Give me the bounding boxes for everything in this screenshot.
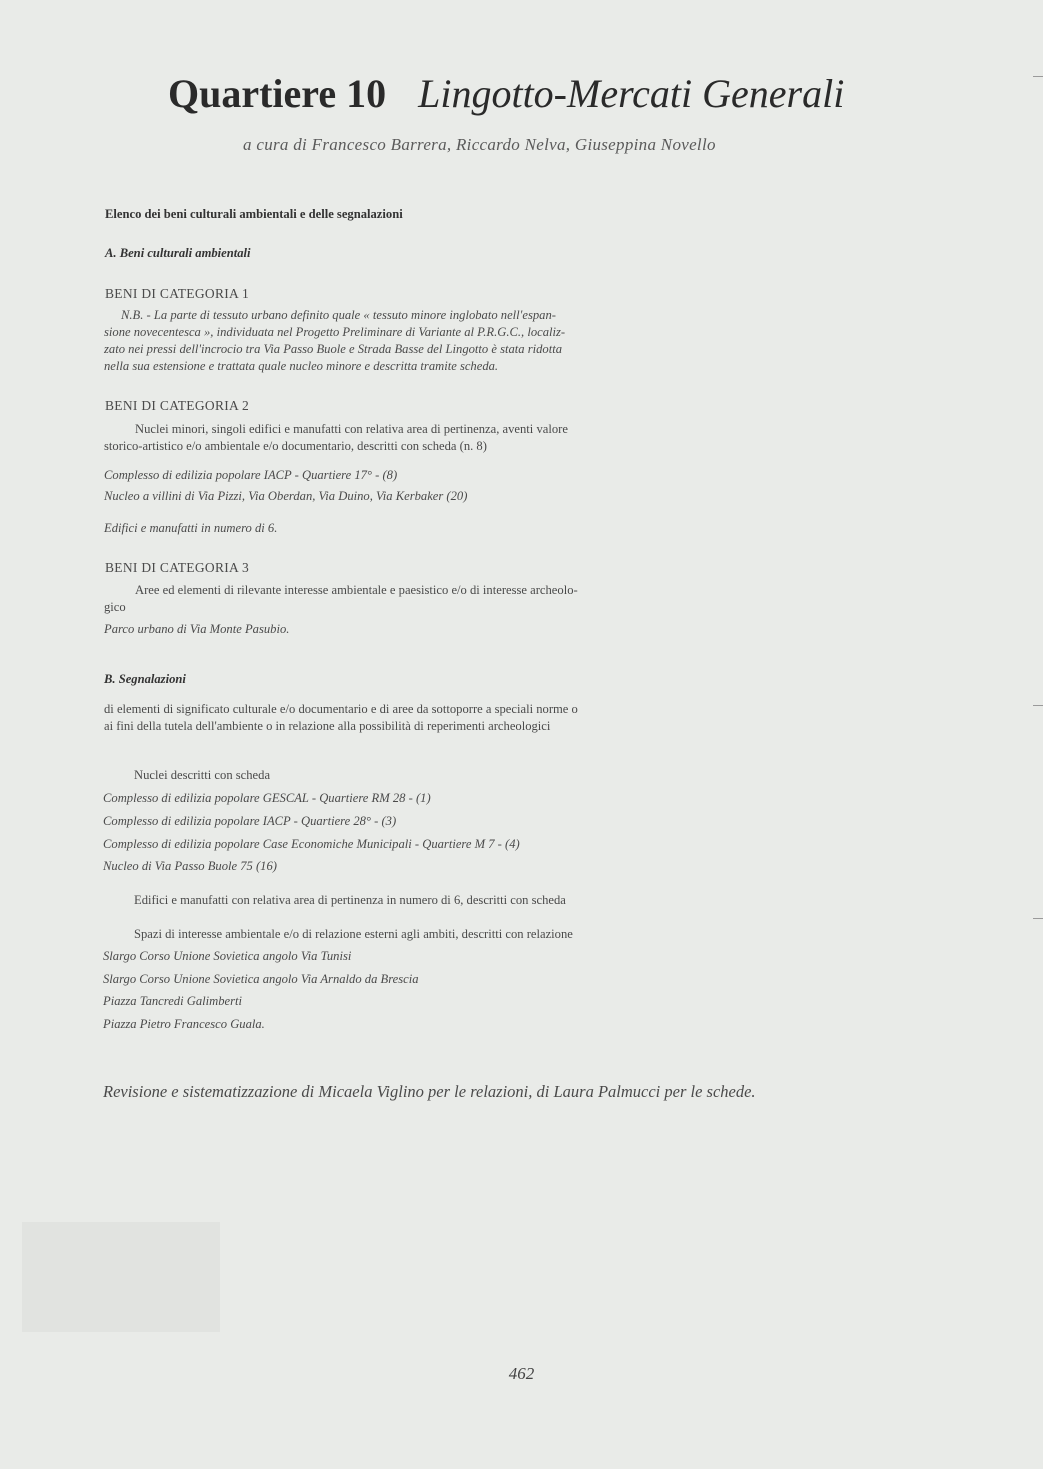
cat3-desc-line: gico [104,600,126,614]
spazio-item: Piazza Tancredi Galimberti [103,994,243,1008]
nuclei-heading: Nuclei descritti con scheda [134,768,271,782]
cat3-item: Parco urbano di Via Monte Pasubio. [104,622,290,636]
category-1-heading: BENI DI CATEGORIA 1 [105,286,250,301]
edge-mark [1033,918,1043,919]
cat1-note-line: zato nei pressi dell'incrocio tra Via Passo Buole e Strada Basse del Lingotto è stata ridotta [104,342,563,356]
nucleo-item: Complesso di edilizia popolare IACP - Quartiere 28° - (3) [103,814,397,828]
authors-line: a cura di Francesco Barrera, Riccardo Nelva, Giuseppina Novello [243,135,716,154]
page-title [168,70,928,117]
cat2-item: Nucleo a villini di Via Pizzi, Via Oberdan, Via Duino, Via Kerbaker (20) [104,489,468,503]
edge-mark [1033,705,1043,706]
section-b-heading: B. Segnalazioni [104,672,186,686]
section-a-heading: A. Beni culturali ambientali [105,246,251,260]
spazio-item: Slargo Corso Unione Sovietica angolo Via Tunisi [103,949,352,963]
quarter-number: Quartiere 10 [168,71,387,116]
cat3-desc-line: Aree ed elementi di rilevante interesse ambientale e paesistico e/o di interesse archeolo- [135,583,578,597]
nucleo-item: Complesso di edilizia popolare Case Economiche Municipali - Quartiere M 7 - (4) [103,837,520,851]
quarter-name: Lingotto-Mercati Generali [418,71,845,116]
page-number: 462 [508,1364,535,1383]
cat1-note-line: N.B. - La parte di tessuto urbano definito quale « tessuto minore inglobato nell'espan- [121,308,556,322]
cat1-note-line: sione novecentesca », individuata nel Progetto Preliminare di Variante al P.R.G.C., localiz- [104,325,566,339]
spazi-heading: Spazi di interesse ambientale e/o di relazione esterni agli ambiti, descritti con relazione [134,927,573,941]
edge-mark [1033,76,1043,77]
section-b-desc-line: di elementi di significato culturale e/o documentario e di aree da sottoporre a speciali norme o [104,702,578,716]
category-2-heading: BENI DI CATEGORIA 2 [105,398,250,413]
spazio-item: Slargo Corso Unione Sovietica angolo Via Arnaldo da Brescia [103,972,419,986]
list-heading: Elenco dei beni culturali ambientali e delle segnalazioni [105,207,403,221]
nucleo-item: Nucleo di Via Passo Buole 75 (16) [103,859,277,873]
cat2-desc-line: storico-artistico e/o ambientale e/o documentario, descritti con scheda (n. 8) [104,439,487,453]
cat2-desc-line: Nuclei minori, singoli edifici e manufatti con relativa area di pertinenza, aventi valore [135,422,568,436]
scan-shadow [22,1222,220,1332]
nucleo-item: Complesso di edilizia popolare GESCAL - Quartiere RM 28 - (1) [103,791,431,805]
section-b-desc-line: ai fini della tutela dell'ambiente o in relazione alla possibilità di reperimenti archeologici [104,719,551,733]
cat2-item: Complesso di edilizia popolare IACP - Quartiere 17° - (8) [104,468,398,482]
edifici-line: Edifici e manufatti con relativa area di pertinenza in numero di 6, descritti con scheda [134,893,566,907]
category-3-heading: BENI DI CATEGORIA 3 [105,560,250,575]
cat1-note-line: nella sua estensione e trattata quale nucleo minore e descritta tramite scheda. [104,359,499,373]
cat2-footer: Edifici e manufatti in numero di 6. [104,521,278,535]
spazio-item: Piazza Pietro Francesco Guala. [103,1017,265,1031]
revision-note: Revisione e sistematizzazione di Micaela Viglino per le relazioni, di Laura Palmucci per le schede. [103,1082,756,1101]
